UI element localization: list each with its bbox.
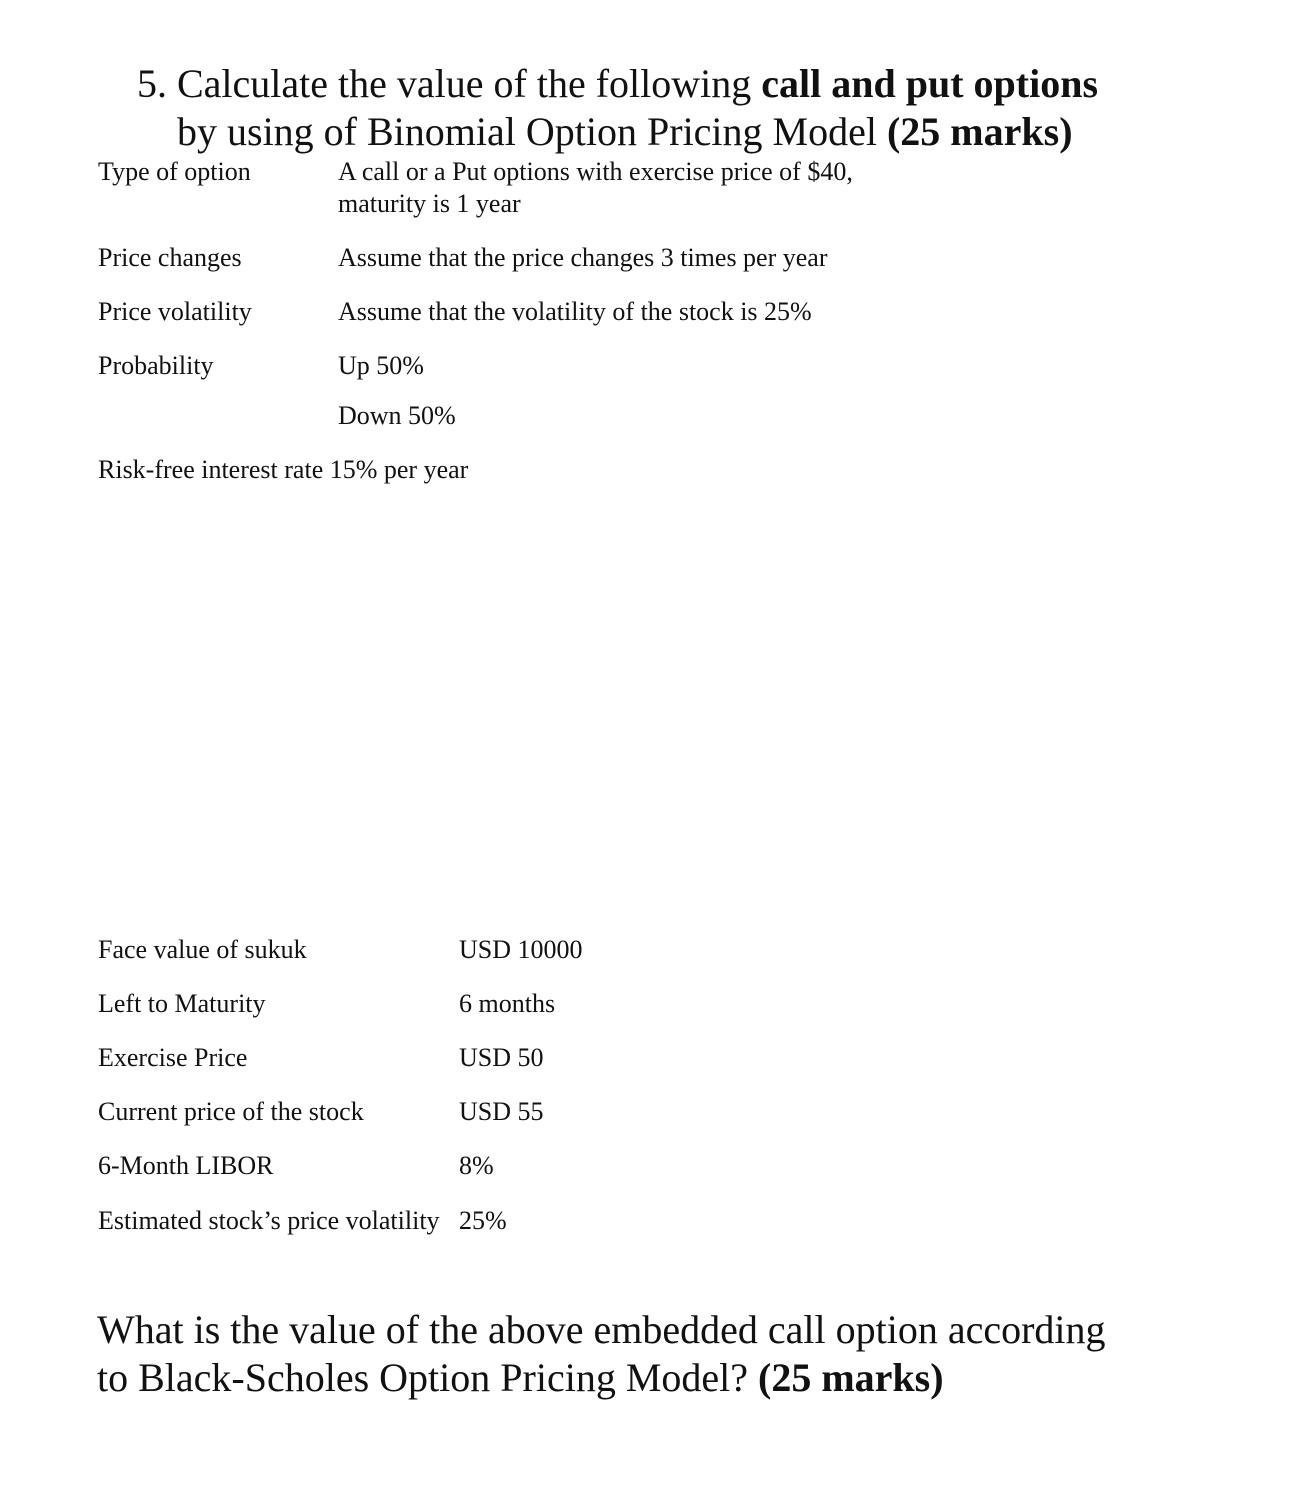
param-label: Type of option — [98, 157, 251, 186]
sukuk-value: USD 50 — [459, 1043, 544, 1072]
sukuk-value: 8% — [459, 1151, 494, 1180]
risk-free-rate: Risk-free interest rate 15% per year — [98, 455, 469, 484]
sukuk-value: USD 55 — [459, 1097, 544, 1126]
question-title-text: 5. Calculate the value of the following — [137, 61, 762, 106]
sukuk-value: 6 months — [459, 989, 556, 1018]
sukuk-label: Exercise Price — [98, 1043, 248, 1072]
param-value: A call or a Put options with exercise price of $40, — [338, 157, 853, 186]
param-value: maturity is 1 year — [338, 189, 521, 218]
sukuk-label: Face value of sukuk — [98, 935, 307, 964]
param-label: Price volatility — [98, 297, 252, 326]
bottom-question-marks: (25 marks) — [758, 1355, 944, 1400]
question-title-text: by using of Binomial Option Pricing Model — [177, 109, 887, 154]
param-value: Assume that the volatility of the stock is 25% — [338, 297, 812, 326]
sukuk-value: 25% — [459, 1206, 507, 1235]
param-label: Price changes — [98, 243, 242, 272]
bottom-question-line2 — [97, 1354, 944, 1402]
param-value: Assume that the price changes 3 times per year — [338, 243, 828, 272]
bottom-question-text: to Black-Scholes Option Pricing Model? — [97, 1355, 759, 1400]
param-value: Down 50% — [338, 401, 456, 430]
sukuk-label: Estimated stock’s price volatility — [98, 1206, 440, 1235]
question-marks: (25 marks) — [886, 109, 1073, 154]
bottom-question-line1: What is the value of the above embedded call option according — [97, 1307, 1106, 1352]
question-title-emphasis: call and put options — [761, 61, 1099, 106]
sukuk-label: Current price of the stock — [98, 1097, 364, 1126]
question-title-line1 — [137, 60, 1098, 108]
param-value: Up 50% — [338, 351, 424, 380]
sukuk-label: 6-Month LIBOR — [98, 1151, 274, 1180]
sukuk-value: USD 10000 — [459, 935, 583, 964]
param-label: Probability — [98, 351, 214, 380]
question-title-line2 — [177, 108, 1073, 156]
sukuk-label: Left to Maturity — [98, 989, 266, 1018]
